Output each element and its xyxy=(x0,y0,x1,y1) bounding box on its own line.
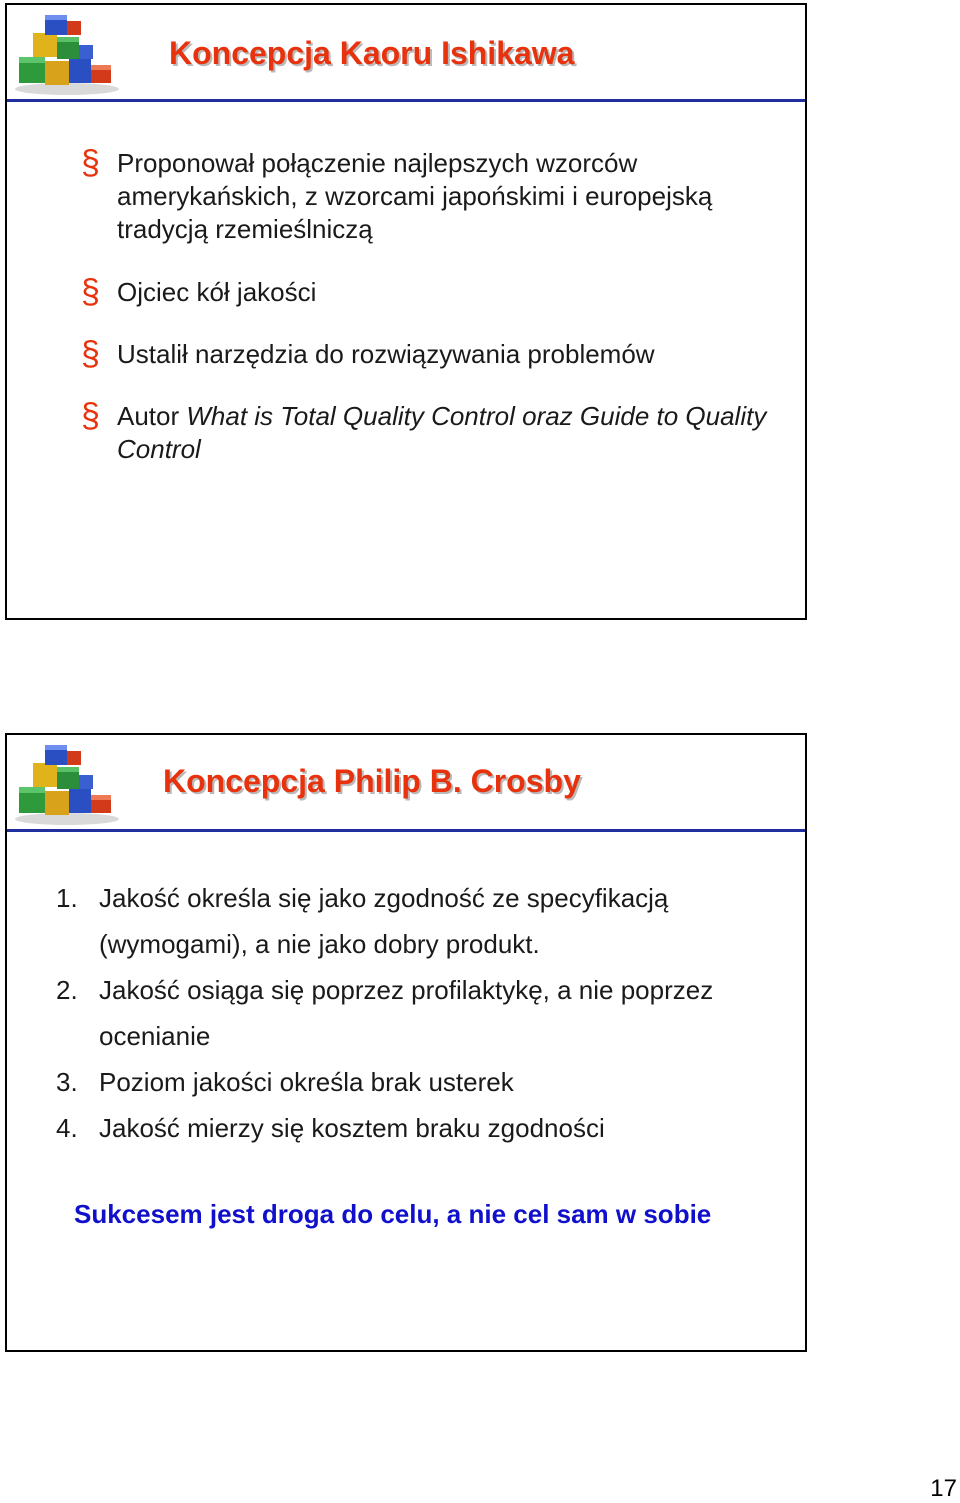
item-text: Jakość określa się jako zgodność ze specyfikacją (wymogami), a nie jako dobry produkt. xyxy=(99,883,669,959)
list-item xyxy=(56,875,786,967)
section-sign-icon: § xyxy=(81,397,100,435)
list-item xyxy=(81,273,781,311)
bullet-text: Ustalił narzędzia do rozwiązywania problemów xyxy=(117,339,655,369)
item-text: Jakość mierzy się kosztem braku zgodności xyxy=(99,1113,605,1143)
slide-title-bar xyxy=(7,735,805,832)
building-blocks-icon xyxy=(11,741,123,827)
page-number: 17 xyxy=(930,1475,957,1502)
building-blocks-icon xyxy=(11,11,123,97)
list-item xyxy=(56,1059,786,1105)
list-item xyxy=(81,335,781,373)
slide-ishikawa xyxy=(5,3,807,620)
item-number: 2. xyxy=(56,975,78,1005)
section-sign-icon: § xyxy=(81,273,100,311)
list-item xyxy=(81,144,781,246)
section-sign-icon: § xyxy=(81,144,100,182)
slide-title: Koncepcja Kaoru Ishikawa xyxy=(169,35,575,71)
section-sign-icon: § xyxy=(81,335,100,373)
bullet-prefix: Autor xyxy=(117,401,187,431)
bullet-text: Ojciec kół jakości xyxy=(117,277,317,307)
list-item xyxy=(81,397,781,466)
motto-text: Sukcesem jest droga do celu, a nie cel sam w sobie xyxy=(74,1199,712,1229)
slide-crosby xyxy=(5,733,807,1352)
bullet-text: Proponował połączenie najlepszych wzorców amerykańskich, z wzorcami japońskimi i europejską tradycją rzemieślniczą xyxy=(117,148,713,244)
item-text: Jakość osiąga się poprzez profilaktykę, a nie poprzez ocenianie xyxy=(99,975,714,1051)
numbered-list xyxy=(56,875,786,1151)
bullet-list xyxy=(81,144,781,466)
slide-title-bar xyxy=(7,5,805,102)
item-text: Poziom jakości określa brak usterek xyxy=(99,1067,514,1097)
item-number: 4. xyxy=(56,1113,78,1143)
book-titles: What is Total Quality Control oraz Guide to Quality Control xyxy=(117,401,767,464)
item-number: 3. xyxy=(56,1067,78,1097)
slide-title: Koncepcja Philip B. Crosby xyxy=(163,763,581,799)
list-item xyxy=(56,1105,786,1151)
list-item xyxy=(56,967,786,1059)
item-number: 1. xyxy=(56,883,78,913)
